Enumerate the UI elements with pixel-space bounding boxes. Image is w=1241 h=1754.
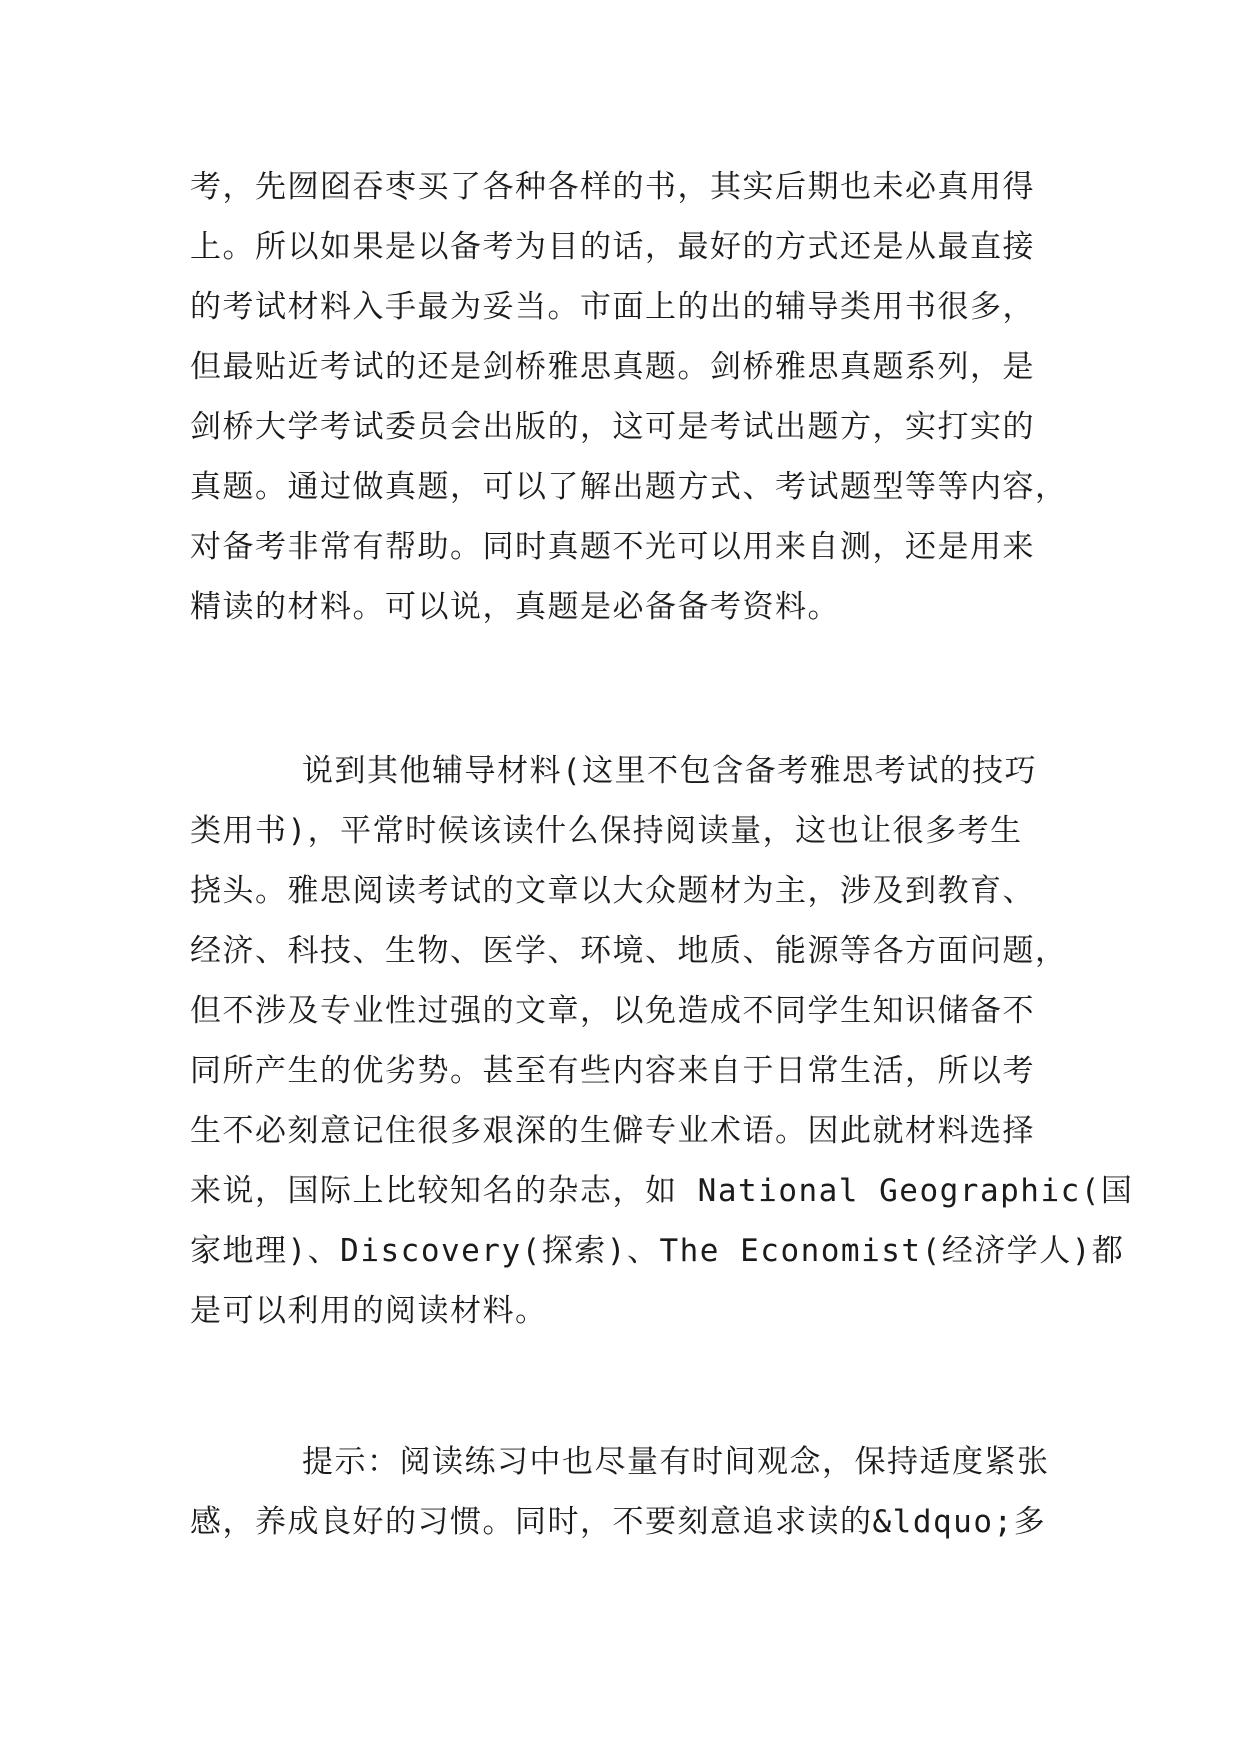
text-line: 提示：阅读练习中也尽量有时间观念，保持适度紧张 bbox=[302, 1444, 1050, 1480]
text-line: 说到其他辅导材料(这里不包含备考雅思考试的技巧 bbox=[302, 753, 1038, 789]
text-line: 精读的材料。可以说，真题是必备备考资料。 bbox=[190, 589, 840, 625]
text-line: 的考试材料入手最为妥当。市面上的出的辅导类用书很多， bbox=[190, 289, 1035, 325]
text-line: 挠头。雅思阅读考试的文章以大众题材为主，涉及到教育、 bbox=[190, 873, 1035, 909]
text-line: 感，养成良好的习惯。同时，不要刻意追求读的&ldquo;多 bbox=[190, 1504, 1047, 1540]
text-line: 经济、科技、生物、医学、环境、地质、能源等各方面问题， bbox=[190, 933, 1068, 969]
text-line: 同所产生的优劣势。甚至有些内容来自于日常生活，所以考 bbox=[190, 1053, 1035, 1089]
text-line: 真题。通过做真题，可以了解出题方式、考试题型等等内容， bbox=[190, 469, 1068, 505]
text-line: 考，先囫囵吞枣买了各种各样的书，其实后期也未必真用得 bbox=[190, 169, 1035, 205]
paragraph-1 bbox=[190, 157, 1070, 637]
text-line: 但不涉及专业性过强的文章，以免造成不同学生知识储备不 bbox=[190, 993, 1035, 1029]
text-line: 剑桥大学考试委员会出版的，这可是考试出题方，实打实的 bbox=[190, 409, 1035, 445]
text-line: 来说，国际上比较知名的杂志，如 National Geographic(国 bbox=[190, 1173, 1134, 1209]
text-line: 生不必刻意记住很多艰深的生僻专业术语。因此就材料选择 bbox=[190, 1113, 1035, 1149]
text-line: 对备考非常有帮助。同时真题不光可以用来自测，还是用来 bbox=[190, 529, 1035, 565]
text-line: 上。所以如果是以备考为目的话，最好的方式还是从最直接 bbox=[190, 229, 1035, 265]
paragraph-3 bbox=[190, 1432, 1070, 1552]
paragraph-2 bbox=[190, 741, 1134, 1341]
text-line: 但最贴近考试的还是剑桥雅思真题。剑桥雅思真题系列，是 bbox=[190, 349, 1035, 385]
text-line: 是可以利用的阅读材料。 bbox=[190, 1293, 548, 1329]
text-line: 家地理)、Discovery(探索)、The Economist(经济学人)都 bbox=[190, 1233, 1125, 1269]
text-line: 类用书)，平常时候该读什么保持阅读量，这也让很多考生 bbox=[190, 813, 1023, 849]
